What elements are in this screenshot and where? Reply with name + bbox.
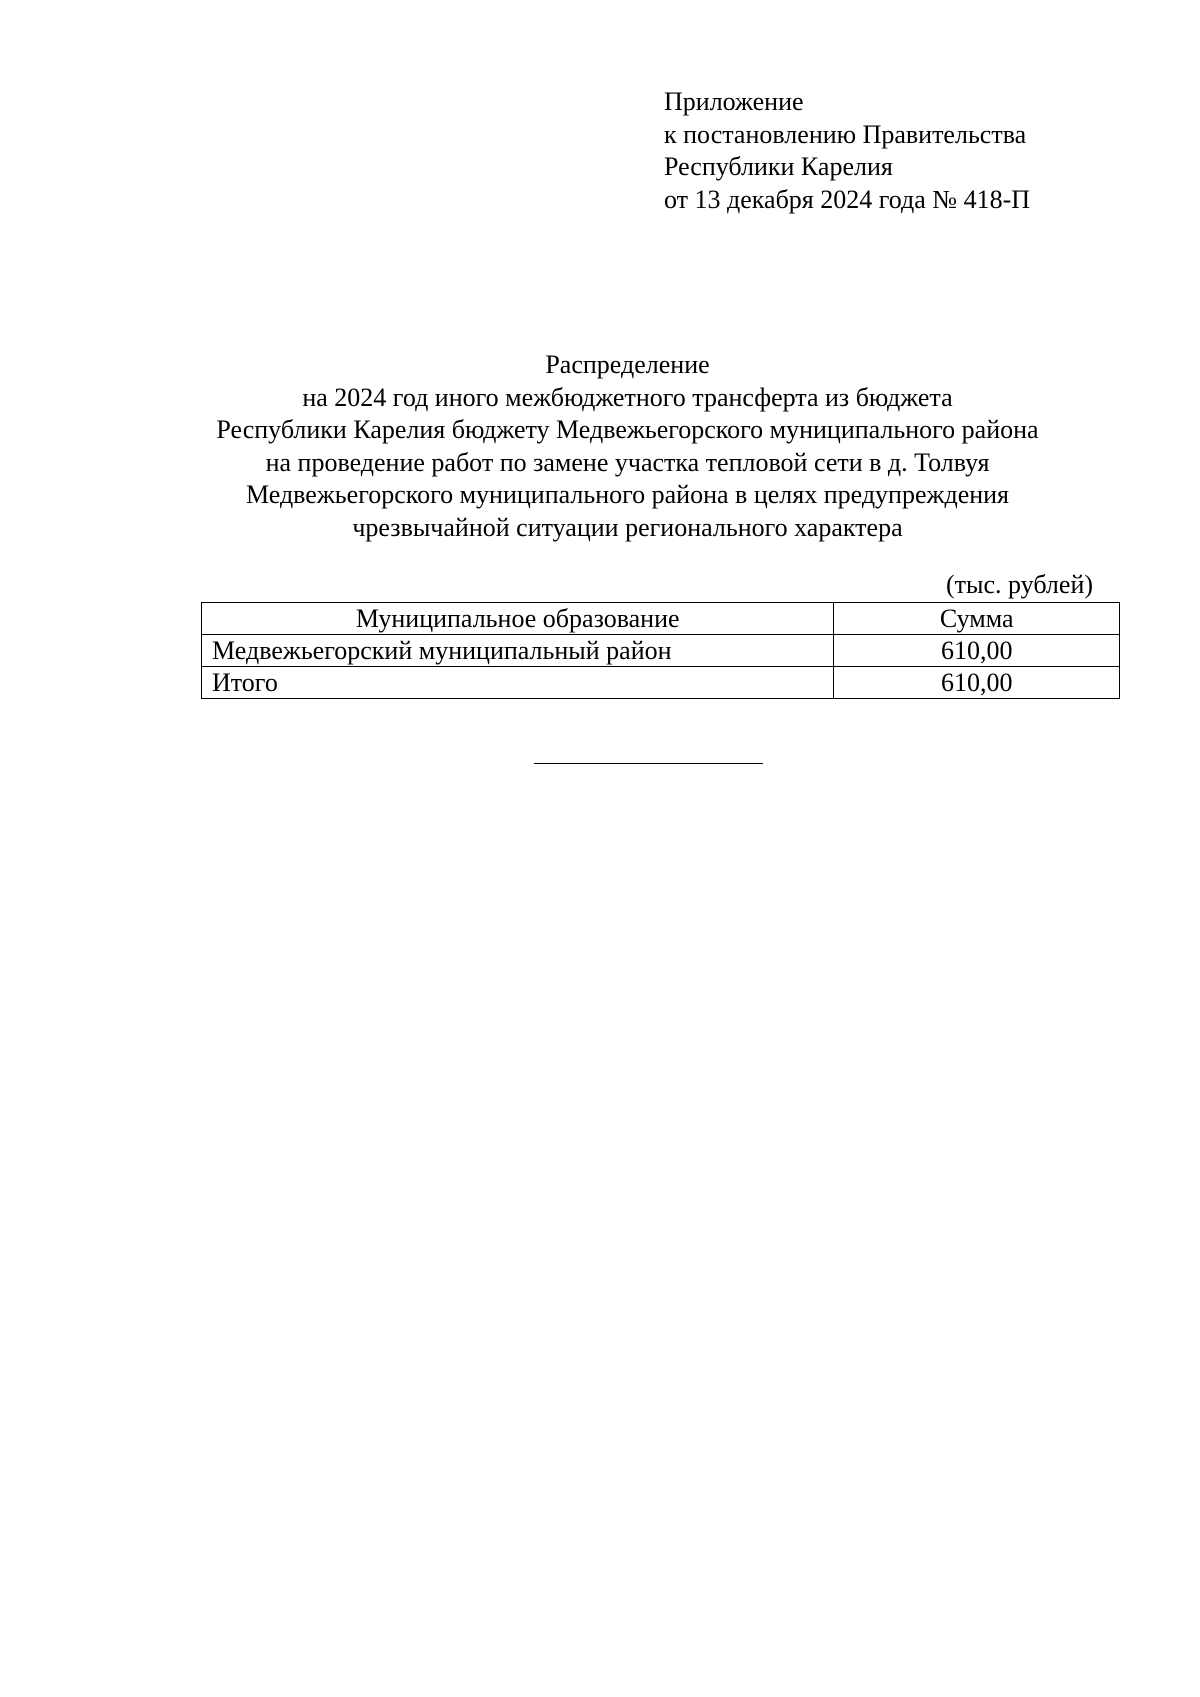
distribution-table bbox=[201, 602, 1120, 699]
table-row-total bbox=[202, 667, 1120, 699]
title-line-3: Республики Карелия бюджету Медвежьегорского муниципального района bbox=[216, 415, 1039, 444]
title-line-6: чрезвычайной ситуации регионального характера bbox=[352, 512, 903, 542]
header-municipality: Муниципальное образование bbox=[202, 603, 834, 635]
appendix-line-3: Республики Карелия bbox=[664, 152, 893, 181]
total-label: Итого bbox=[202, 667, 834, 699]
total-sum: 610,00 bbox=[834, 667, 1120, 699]
row-sum: 610,00 bbox=[834, 635, 1120, 667]
units-label: (тыс. рублей) bbox=[946, 570, 1094, 599]
title-line-2: на 2024 год иного межбюджетного трансферта из бюджета bbox=[302, 382, 953, 412]
appendix-block bbox=[664, 86, 1030, 216]
title-line-4: на проведение работ по замене участка тепловой сети в д. Толвуя bbox=[265, 447, 990, 477]
appendix-line-2: к постановлению Правительства bbox=[664, 119, 1027, 149]
header-sum: Сумма bbox=[834, 603, 1120, 635]
table-header-row bbox=[202, 603, 1120, 635]
appendix-line-1: Приложение bbox=[664, 87, 804, 116]
title-line-1: Распределение bbox=[545, 350, 710, 379]
document-title bbox=[0, 349, 1200, 544]
table-row bbox=[202, 635, 1120, 667]
appendix-line-4: от 13 декабря 2024 года № 418-П bbox=[664, 184, 1031, 214]
end-divider bbox=[534, 763, 763, 764]
row-municipality-name: Медвежьегорский муниципальный район bbox=[202, 635, 834, 667]
title-line-5: Медвежьегорского муниципального района в целях предупреждения bbox=[245, 480, 1010, 509]
